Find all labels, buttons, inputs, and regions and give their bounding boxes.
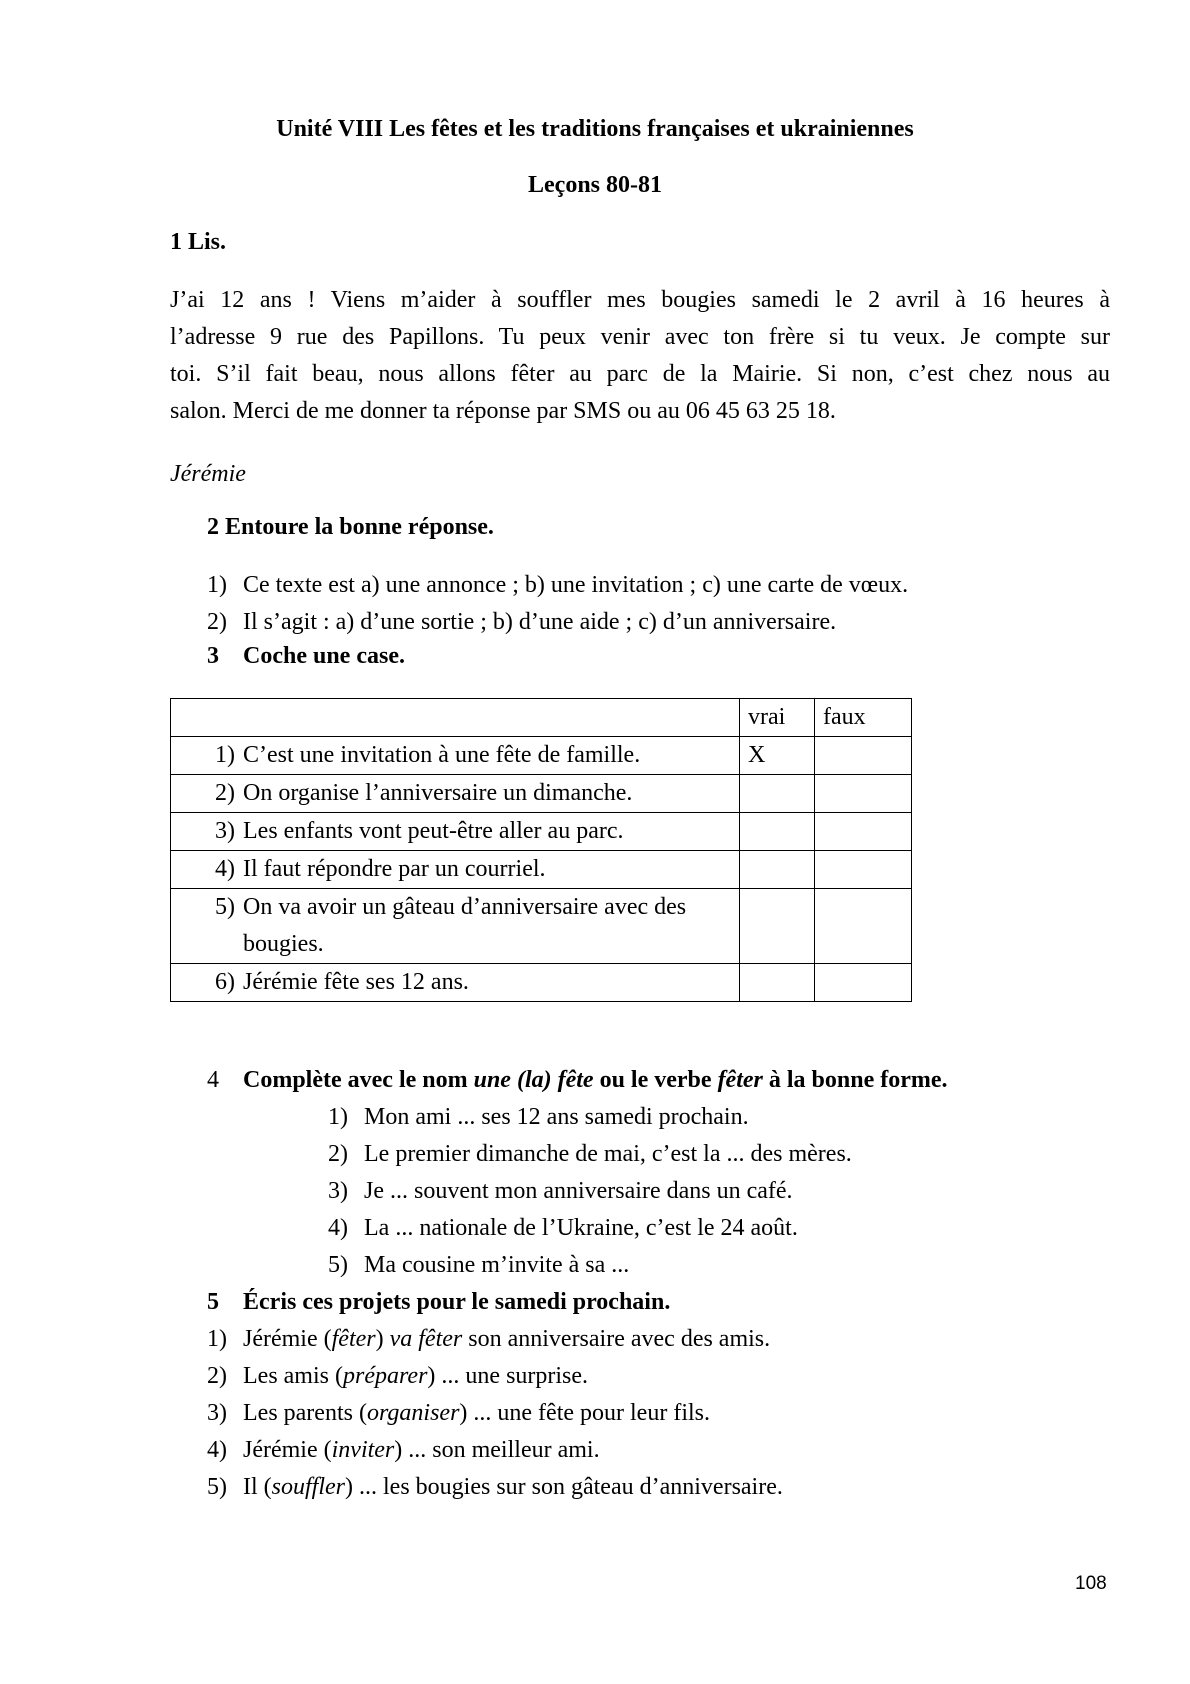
ex3-heading (207, 643, 405, 670)
ex1-line-4: salon. Merci de me donner ta réponse par SMS ou au 06 45 63 25 18. (170, 398, 836, 424)
faux-checkbox[interactable] (815, 964, 912, 1002)
row-statement: On va avoir un gâteau d’anniversaire avec des bougies. (243, 894, 687, 957)
ex2-item-1-text: Ce texte est a) une annonce ; b) une invitation ; c) une carte de vœux. (243, 572, 909, 598)
vrai-checkbox[interactable]: X (740, 737, 815, 775)
ex5-item-text: Il (souffler) ... les bougies sur son gâteau d’anniversaire. (243, 1474, 783, 1500)
table-row (171, 964, 912, 1002)
ex2-item-2-text: Il s’agit : a) d’une sortie ; b) d’une aide ; c) d’un anniversaire. (243, 609, 837, 635)
row-statement: Il faut répondre par un courriel. (243, 856, 546, 882)
faux-checkbox[interactable] (815, 775, 912, 813)
row-statement: Les enfants vont peut-être aller au parc. (243, 818, 624, 844)
vrai-checkbox[interactable] (740, 889, 815, 964)
ex5-item-2 (207, 1358, 589, 1395)
table-row (171, 851, 912, 889)
ex4-item-num: 3) (328, 1178, 348, 1204)
row-num: 6) (215, 969, 235, 995)
row-num: 3) (215, 818, 235, 844)
table-row (171, 813, 912, 851)
ex4-item-text: La ... nationale de l’Ukraine, c’est le 24 août. (364, 1215, 798, 1241)
vrai-checkbox[interactable] (740, 813, 815, 851)
ex1-signature: Jérémie (170, 461, 246, 487)
ex5-verb: organiser (366, 1400, 460, 1426)
ex5-answer: va fêter (389, 1326, 463, 1352)
ex4-item-3 (328, 1173, 793, 1210)
table-header-row (171, 699, 912, 737)
row-num: 1) (215, 742, 235, 768)
ex5-item-text: Jérémie (fêter) va fêter son anniversaire avec des amis. (243, 1326, 771, 1352)
ex1-text (170, 282, 1110, 430)
ex5-verb: inviter (331, 1437, 395, 1463)
row-statement: On organise l’anniversaire un dimanche. (243, 780, 633, 806)
ex5-item-1 (207, 1321, 771, 1358)
ex4-heading-noun: une (la) fête (473, 1067, 594, 1093)
ex5-item-num: 4) (207, 1437, 227, 1463)
ex4-heading-text (243, 1062, 948, 1099)
lessons-title: Leçons 80-81 (528, 172, 662, 198)
ex2-item-2 (207, 604, 837, 641)
ex2-item-1-num: 1) (207, 572, 227, 598)
ex5-verb: souffler (271, 1474, 345, 1500)
ex5-heading (207, 1284, 671, 1321)
ex3-heading-text: Coche une case. (243, 643, 405, 669)
ex2-item-1 (207, 567, 909, 604)
ex4-item-num: 4) (328, 1215, 348, 1241)
ex3-heading-num: 3 (207, 643, 219, 669)
ex1-line-1: J’ai 12 ans ! Viens m’aider à souffler mes bougies samedi le 2 avril à 16 heures à (170, 287, 1110, 313)
table-row (171, 775, 912, 813)
page-number: 108 (1075, 1573, 1107, 1594)
ex5-verb: fêter (331, 1326, 376, 1352)
ex5-verb: préparer (342, 1363, 428, 1389)
ex4-item-text: Ma cousine m’invite à sa ... (364, 1252, 630, 1278)
faux-checkbox[interactable] (815, 851, 912, 889)
table-header-blank (171, 699, 740, 737)
ex4-item-4 (328, 1210, 798, 1247)
ex5-item-text: Les amis (préparer) ... une surprise. (243, 1363, 589, 1389)
row-num: 5) (215, 894, 235, 920)
table-row (171, 737, 912, 775)
ex2-item-2-num: 2) (207, 609, 227, 635)
row-num: 2) (215, 780, 235, 806)
ex4-heading-num: 4 (207, 1067, 219, 1093)
table-header-faux: faux (815, 699, 912, 737)
ex4-item-text: Je ... souvent mon anniversaire dans un café. (364, 1178, 793, 1204)
vrai-checkbox[interactable] (740, 775, 815, 813)
ex5-item-5 (207, 1469, 783, 1506)
faux-checkbox[interactable] (815, 889, 912, 964)
ex4-item-num: 1) (328, 1104, 348, 1130)
vrai-checkbox[interactable] (740, 964, 815, 1002)
ex5-item-4 (207, 1432, 600, 1469)
ex2-heading: 2 Entoure la bonne réponse. (207, 514, 494, 540)
ex5-heading-num: 5 (207, 1289, 219, 1315)
table-header-vrai: vrai (740, 699, 815, 737)
row-statement: C’est une invitation à une fête de famille. (243, 742, 641, 768)
ex4-item-num: 5) (328, 1252, 348, 1278)
ex5-heading-text: Écris ces projets pour le samedi prochain. (243, 1289, 671, 1315)
table-row (171, 889, 912, 964)
ex5-item-text: Jérémie (inviter) ... son meilleur ami. (243, 1437, 600, 1463)
ex4-item-1 (328, 1099, 749, 1136)
ex4-heading-verb: fêter (717, 1067, 763, 1093)
ex1-heading: 1 Lis. (170, 229, 227, 255)
ex4-heading-part-c: ou le verbe (593, 1067, 718, 1093)
unit-title: Unité VIII Les fêtes et les traditions françaises et ukrainiennes (276, 116, 914, 142)
ex5-item-text: Les parents (organiser) ... une fête pour leur fils. (243, 1400, 710, 1426)
ex4-item-5 (328, 1247, 630, 1284)
true-false-table (170, 698, 912, 1002)
faux-checkbox[interactable] (815, 813, 912, 851)
ex4-heading (207, 1062, 948, 1099)
ex5-item-3 (207, 1395, 710, 1432)
row-statement: Jérémie fête ses 12 ans. (243, 969, 469, 995)
faux-checkbox[interactable] (815, 737, 912, 775)
ex5-item-num: 5) (207, 1474, 227, 1500)
row-num: 4) (215, 856, 235, 882)
ex5-item-num: 3) (207, 1400, 227, 1426)
ex4-heading-part-a: Complète avec le nom (243, 1067, 474, 1093)
ex4-item-2 (328, 1136, 852, 1173)
ex4-item-num: 2) (328, 1141, 348, 1167)
ex5-item-num: 2) (207, 1363, 227, 1389)
ex4-item-text: Mon ami ... ses 12 ans samedi prochain. (364, 1104, 749, 1130)
ex5-item-num: 1) (207, 1326, 227, 1352)
vrai-checkbox[interactable] (740, 851, 815, 889)
ex1-line-3: toi. S’il fait beau, nous allons fêter au parc de la Mairie. Si non, c’est chez nous au (170, 361, 1110, 387)
ex1-line-2: l’adresse 9 rue des Papillons. Tu peux venir avec ton frère si tu veux. Je compte sur (170, 324, 1110, 350)
ex4-item-text: Le premier dimanche de mai, c’est la ... des mères. (364, 1141, 852, 1167)
ex4-heading-part-e: à la bonne forme. (762, 1067, 948, 1093)
